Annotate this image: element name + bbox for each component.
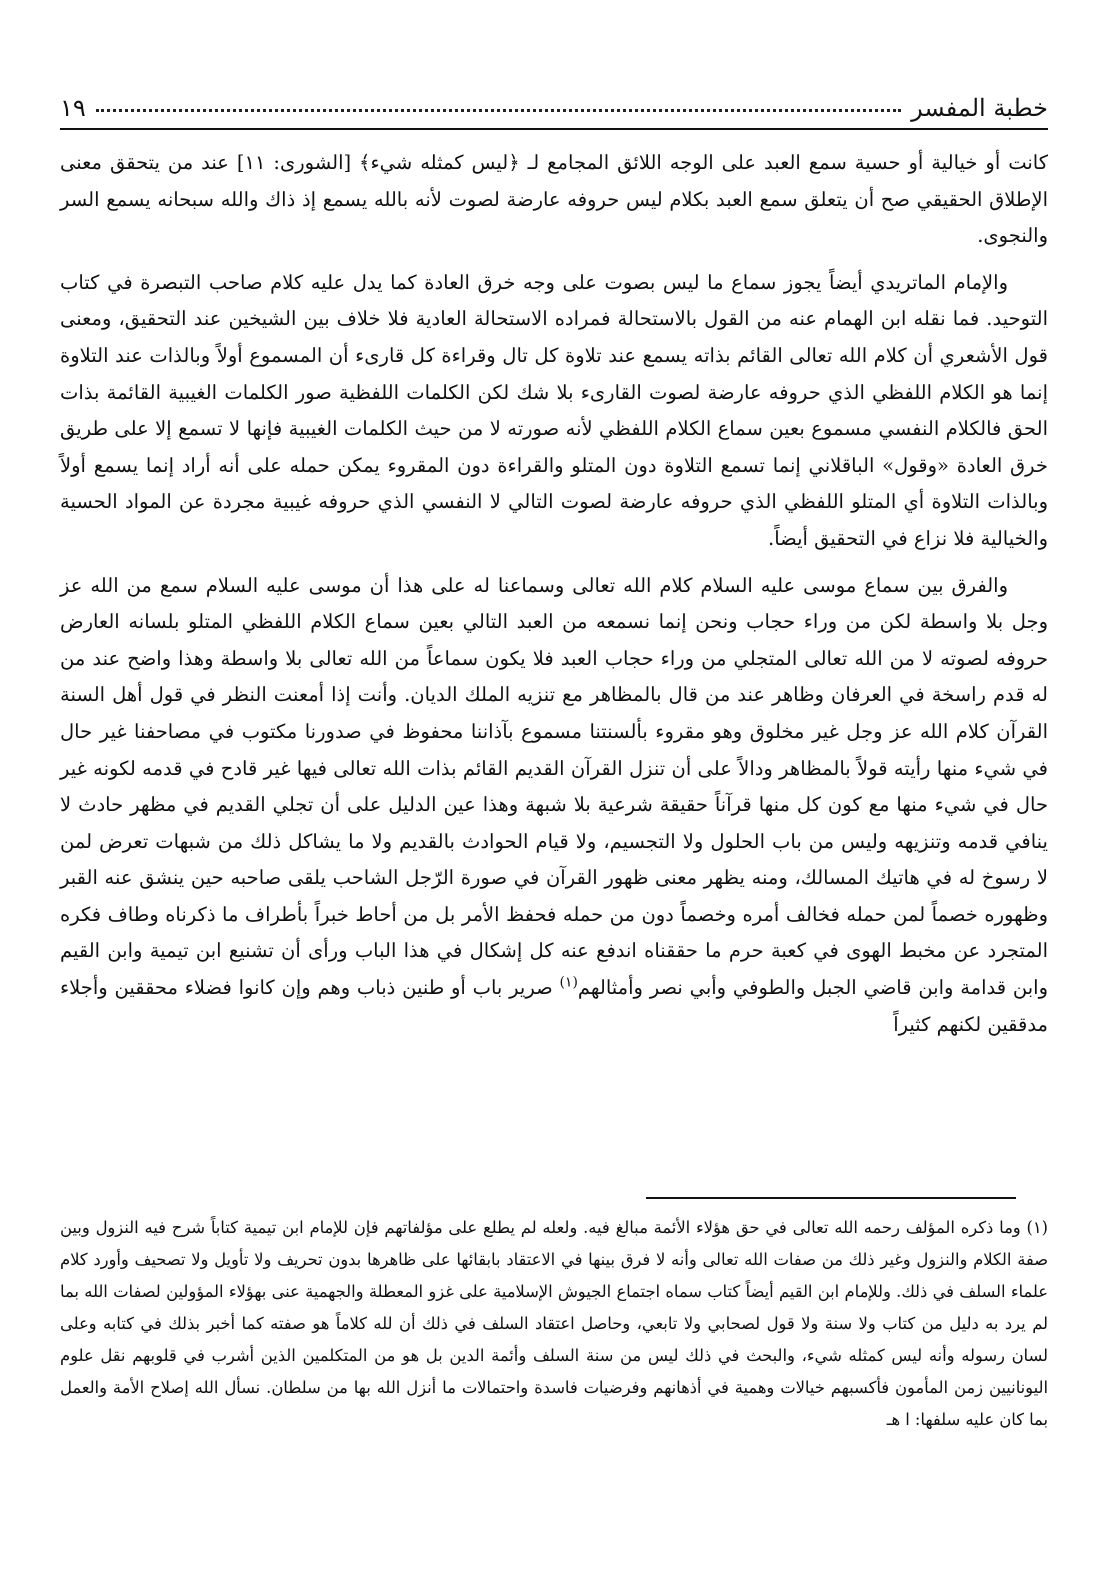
footnote-1: (١) وما ذكره المؤلف رحمه الله تعالى في حق هؤلاء الأئمة مبالغ فيه. ولعله لم يطلع على مؤلفاتهم فإن للإمام ابن تيمية كتاباً شرح فيه النزول وبين صفة الكلام والنزول وغير ذلك من صفات الله تعالى وأنه لا فرق بينها في الاعتقاد بابقائها على ظاهرها بدون تحريف ولا تأويل ولا تصحيف وأورد كلام علماء السلف في ذلك. وللإمام ابن القيم أيضاً كتاب سماه اجتماع الجيوش الإسلامية على غزو المعطلة والجهمية عنى بهؤلاء المؤولين لصفات الله بما لم يرد به دليل من كتاب ولا سنة ولا قول لصحابي ولا تابعي، وحاصل اعتقاد السلف في ذلك أن لله كلاماً هو صفته كما أخبر بذلك في كتابه وعلى لسان رسوله وأنه ليس كمثله شيء، والبحث في ذلك ليس من سنة السلف وأئمة الدين بل هو من المتكلمين الذين أشرب في قلوبهم نقل علوم اليونانيين زمن المأمون فأكسبهم خيالات وهمية في أذهانهم وفرضيات فاسدة واحتمالات ما أنزل الله بها من سلطان. نسأل الله إصلاح الأمة والعمل بما كان عليه سلفها: ا هـ <box>60 1218 1048 1429</box>
paragraph-3-text-b: صرير باب أو طنين ذباب وهم وإن كانوا فضلاء محققين وأجلاء مدققين لكنهم كثيراً <box>60 976 1048 1036</box>
page-number: ١٩ <box>60 94 86 122</box>
paragraph-3 <box>60 568 1048 1044</box>
paragraph-2: والإمام الماتريدي أيضاً يجوز سماع ما ليس بصوت على وجه خرق العادة كما يدل عليه كلام صاحب التبصرة في كتاب التوحيد. فما نقله ابن الهمام عنه من القول بالاستحالة فمراده الاستحالة العادية فلا خلاف بين الشيخين عند التحقيق، ومعنى قول الأشعري أن كلام الله تعالى القائم بذاته يسمع عند تلاوة كل تال وقراءة كل قارىء أن المسموع أولاً وبالذات عند التلاوة إنما هو الكلام اللفظي الذي حروفه عارضة لصوت القارىء بلا شك لكن الكلمات اللفظية صور الكلمات الغيبية القائمة بذات الحق فالكلام النفسي مسموع بعين سماع الكلام اللفظي لأنه صورته لا من حيث الكلمات الغيبية فإنها لا تسمع إلا على طريق خرق العادة «وقول» الباقلاني إنما تسمع التلاوة دون المتلو والقراءة دون المقروء يمكن حمله على أنه أراد إنما يسمع أولاً وبالذات التلاوة أي المتلو اللفظي الذي حروفه عارضة لصوت التالي لا النفسي الذي حروفه غيبية مجردة عن المواد الحسية والخيالية فلا نزاع في التحقيق أيضاً. <box>60 270 1048 550</box>
running-header <box>60 82 1048 122</box>
footnote-reference-1: (١) <box>559 974 578 991</box>
footnotes <box>60 1212 1048 1436</box>
paragraph-1: كانت أو خيالية أو حسية سمع العبد على الوجه اللائق المجامع لـ ﴿ليس كمثله شيء﴾ [الشورى: ١١] عند من يتحقق معنى الإطلاق الحقيقي صح أن يتعلق سمع العبد بكلام ليس حروفه عارضة لصوت لأنه بالله يسمع إذ ذاك والله سبحانه يسمع السر والنجوى. <box>60 151 1048 248</box>
paragraph-3-text-a: والفرق بين سماع موسى عليه السلام كلام الله تعالى وسماعنا له على هذا أن موسى عليه السلام سمع من الله عز وجل بلا واسطة لكن من وراء حجاب ونحن إنما نسمعه من العبد التالي بعين سماع الكلام اللفظي المتلو بلسانه العارض حروفه لصوته لا من الله تعالى المتجلي من وراء حجاب العبد فلا يكون سماعاً من الله تعالى بلا واسطة وهذا واضح عند من له قدم راسخة في العرفان وظاهر عند من قال بالمظاهر مع تنزيه الملك الديان. وأنت إذا أمعنت النظر في قول أهل السنة القرآن كلام الله عز وجل غير مخلوق وهو مقروء بألسنتنا مسموع بآذاننا محفوظ في صدورنا مكتوب في مصاحفنا غير حال في شيء منها رأيته قولاً بالمظاهر ودالاً على أن تنزل القرآن القديم القائم بذات الله تعالى فيها غير قادح في قدمه لكونه غير حال في شيء منها مع كون كل منها قرآناً حقيقة شرعية بلا شبهة وهذا عين الدليل على أن تجلي القديم في مظهر حادث لا ينافي قدمه وتنزيهه وليس من باب الحلول ولا التجسيم، ولا قيام الحوادث بالقديم ولا ما يشاكل ذلك من شبهات تعرض لمن لا رسوخ له في هاتيك المسالك، ومنه يظهر معنى ظهور القرآن في صورة الرّجل الشاحب يلقى صاحبه حين ينشق عنه القبر وظهوره خصماً لمن حمله فخالف أمره وخصماً دون من حمله فحفظ الأمر بل من أحاط خبراً بأطراف ما ذكرناه وطاف فكره المتجرد عن مخبط الهوى في كعبة حرم ما حققناه اندفع عنه كل إشكال في هذا الباب ورأى أن تشنيع ابن تيمية وابن القيم وابن قدامة وابن قاضي الجبل والطوفي وأبي نصر وأمثالهم <box>60 573 1048 1000</box>
header-dot-leader <box>96 109 901 112</box>
header-rule <box>60 128 1048 130</box>
header-title: خطبة المفسر <box>911 94 1048 122</box>
footnote-separator <box>646 1197 1016 1199</box>
main-text <box>60 145 1048 1053</box>
